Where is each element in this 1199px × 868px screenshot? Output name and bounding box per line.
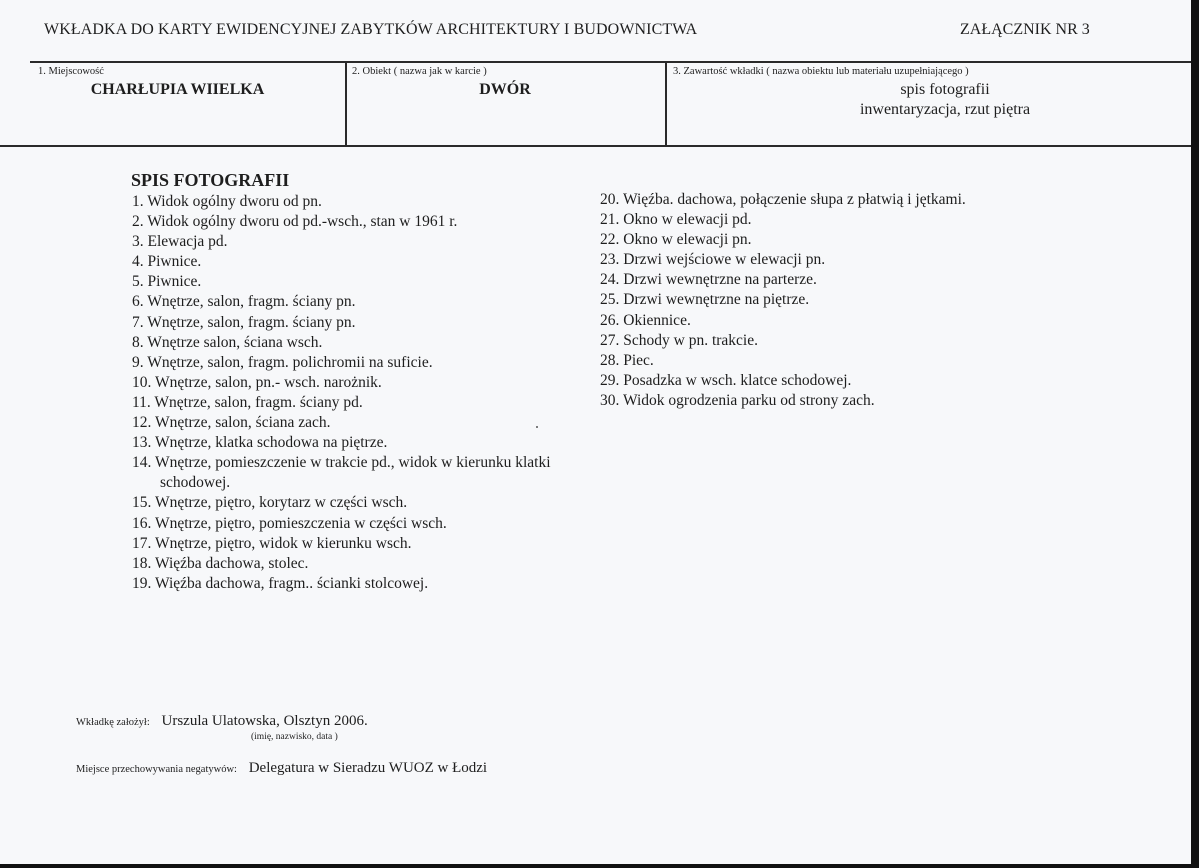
place-value: CHARŁUPIA WIIELKA [90, 81, 265, 98]
content-label: 3. Zawartość wkładki ( nazwa obiektu lub materiału uzupełniającego ) [673, 66, 969, 77]
field-divider-2 [665, 63, 667, 145]
scan-edge-right [1191, 0, 1199, 868]
list-item: 26. Okiennice. [600, 311, 691, 329]
list-item: 2. Widok ogólny dworu od pd.-wsch., stan w 1961 r. [132, 213, 458, 231]
storage-row [76, 760, 487, 777]
content-value-line1: spis fotografii [900, 81, 990, 98]
list-item: 27. Schody w pn. trakcie. [600, 331, 758, 349]
list-item: 8. Wnętrze salon, ściana wsch. [132, 333, 323, 351]
storage-label: Miejsce przechowywania negatywów: [76, 764, 237, 775]
scan-edge-bottom [0, 864, 1199, 868]
list-item: 15. Wnętrze, piętro, korytarz w części wsch. [132, 494, 408, 512]
field-divider-1 [345, 63, 347, 145]
annex-number: ZAŁĄCZNIK NR 3 [960, 21, 1090, 38]
list-item: 6. Wnętrze, salon, fragm. ściany pn. [132, 293, 356, 311]
list-item: 20. Więźba. dachowa, połączenie słupa z płatwią i jętkami. [600, 191, 966, 208]
list-item: 29. Posadzka w wsch. klatce schodowej. [600, 371, 852, 389]
list-item: 3. Elewacja pd. [132, 233, 228, 251]
list-item: 10. Wnętrze, salon, pn.- wsch. narożnik. [132, 373, 382, 391]
storage-value: Delegatura w Sieradzu WUOZ w Łodzi [248, 760, 488, 776]
object-label: 2. Obiekt ( nazwa jak w karcie ) [352, 66, 487, 77]
list-item: 5. Piwnice. [132, 273, 202, 291]
author-label: Wkładkę założył: [76, 717, 150, 728]
author-hint: (imię, nazwisko, data ) [251, 732, 338, 742]
list-item: 16. Wnętrze, piętro, pomieszczenia w części wsch. [132, 514, 447, 532]
list-item: 21. Okno w elewacji pd. [600, 211, 752, 229]
author-row [76, 713, 368, 730]
list-item: 30. Widok ogrodzenia parku od strony zach. [600, 391, 875, 409]
list-item: 1. Widok ogólny dworu od pn. [132, 193, 322, 210]
list-item-continuation: schodowej. [160, 474, 231, 492]
scan-speck [536, 426, 538, 428]
photo-list-title: SPIS FOTOGRAFII [131, 170, 290, 190]
list-item: 17. Wnętrze, piętro, widok w kierunku wsch. [132, 534, 412, 552]
list-item: 23. Drzwi wejściowe w elewacji pn. [600, 251, 826, 269]
list-item: 14. Wnętrze, pomieszczenie w trakcie pd., widok w kierunku klatki [132, 454, 551, 472]
list-item: 12. Wnętrze, salon, ściana zach. [132, 414, 331, 432]
content-value-line2: inwentaryzacja, rzut piętra [859, 101, 1031, 118]
list-item: 13. Wnętrze, klatka schodowa na piętrze. [132, 434, 388, 452]
object-value: DWÓR [479, 81, 531, 98]
card-title: WKŁADKA DO KARTY EWIDENCYJNEJ ZABYTKÓW ARCHITEKTURY I BUDOWNICTWA [44, 21, 698, 38]
photo-list-left [132, 192, 551, 594]
photo-list-right [600, 190, 966, 411]
list-item: 22. Okno w elewacji pn. [600, 231, 752, 249]
list-item: 25. Drzwi wewnętrzne na piętrze. [600, 291, 810, 309]
author-value: Urszula Ulatowska, Olsztyn 2006. [161, 713, 368, 729]
list-item: 28. Piec. [600, 351, 654, 369]
list-item: 4. Piwnice. [132, 253, 202, 271]
header-rule-bottom [0, 145, 1191, 147]
list-item: 24. Drzwi wewnętrzne na parterze. [600, 271, 817, 289]
list-item: 11. Wnętrze, salon, fragm. ściany pd. [132, 393, 363, 411]
list-item: 9. Wnętrze, salon, fragm. polichromii na suficie. [132, 353, 433, 371]
list-item: 7. Wnętrze, salon, fragm. ściany pn. [132, 313, 356, 331]
place-label: 1. Miejscowość [38, 66, 104, 77]
header-rule-top [30, 61, 1191, 63]
list-item: 19. Więźba dachowa, fragm.. ścianki stolcowej. [132, 574, 429, 592]
list-item: 18. Więźba dachowa, stolec. [132, 554, 309, 572]
